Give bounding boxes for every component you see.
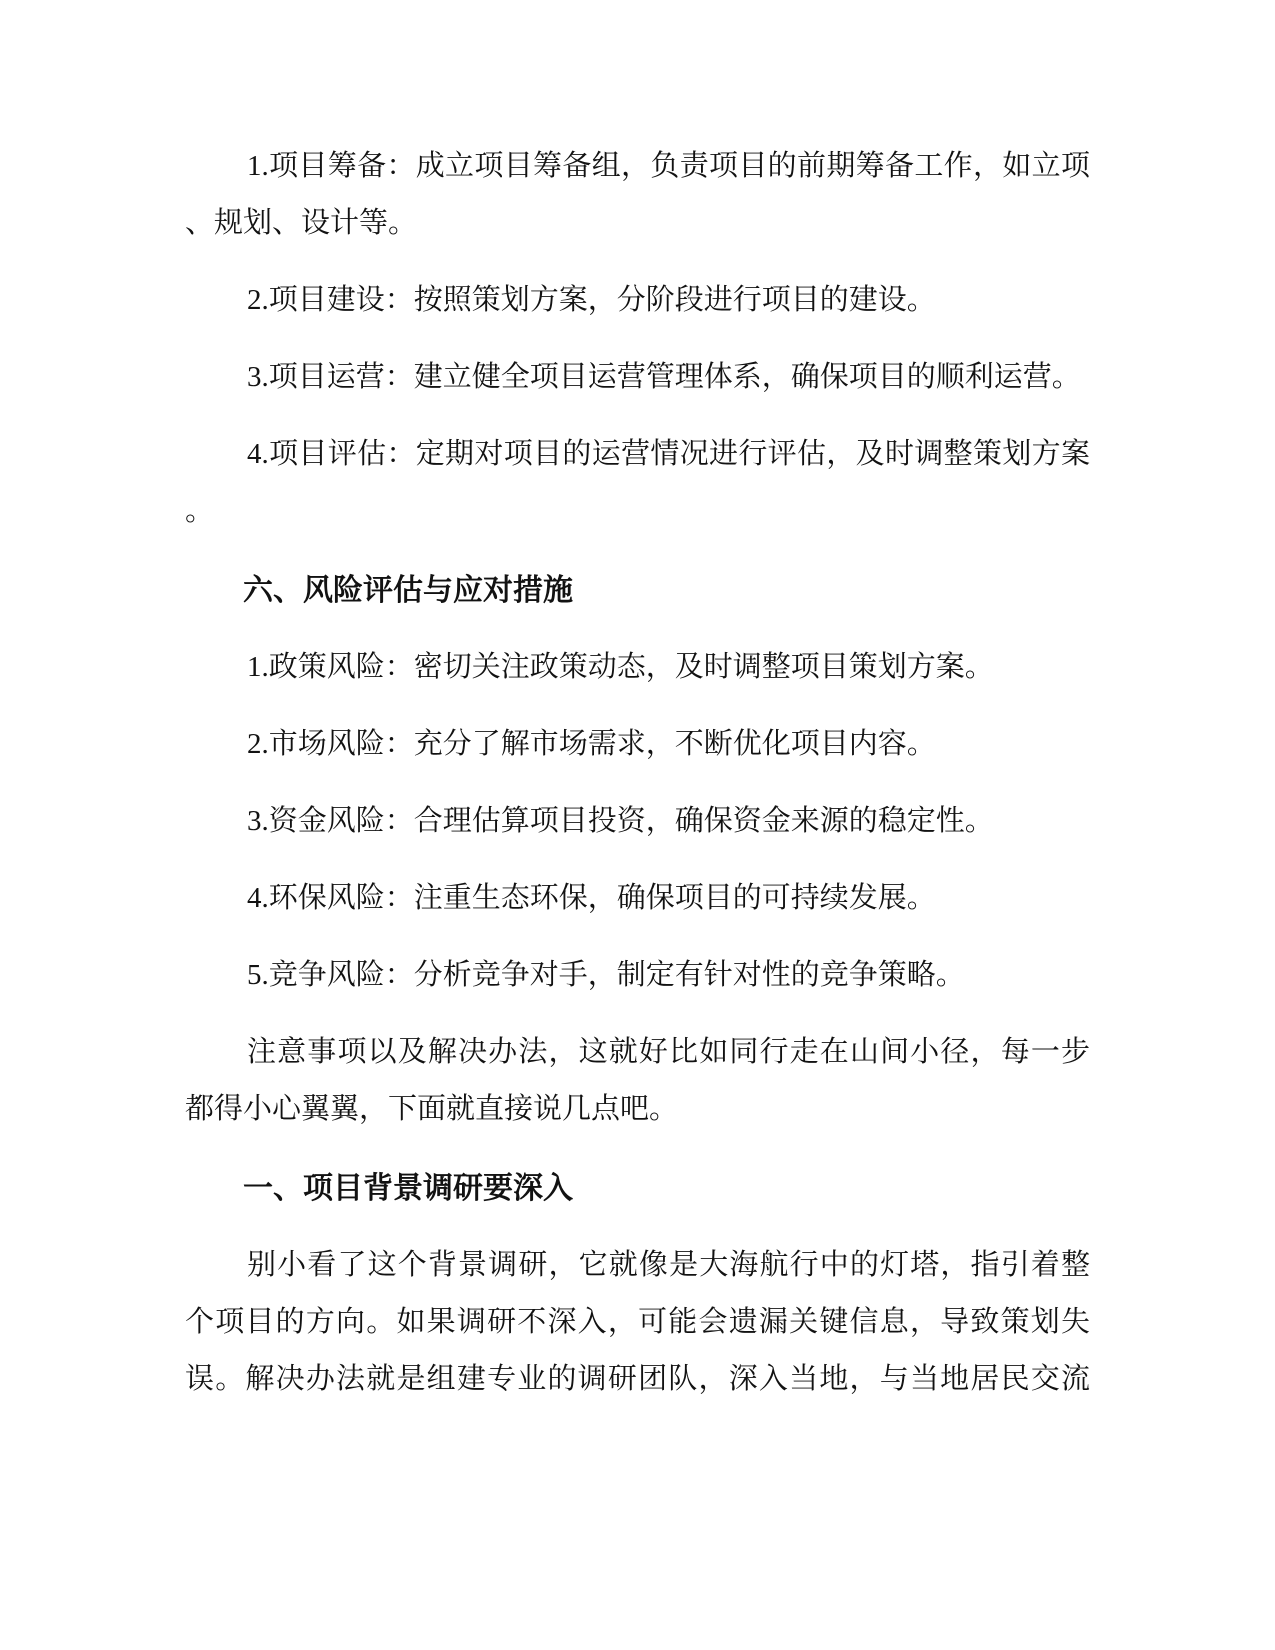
heading-background-research: 一、项目背景调研要深入 (243, 1172, 573, 1205)
paragraph-line: 注意事项以及解决办法，这就好比如同行走在山间小径，每一步 (247, 1036, 1090, 1068)
paragraph-line: 误。解决办法就是组建专业的调研团队，深入当地，与当地居民交流 (185, 1363, 1090, 1395)
paragraph-line: 4.项目评估：定期对项目的运营情况进行评估，及时调整策划方案 (247, 438, 1090, 470)
paragraph-line: 2.项目建设：按照策划方案，分阶段进行项目的建设。 (247, 284, 936, 316)
paragraph-line: 。 (185, 495, 215, 527)
paragraph-line: 2.市场风险：充分了解市场需求，不断优化项目内容。 (247, 728, 936, 760)
paragraph-line: 4.环保风险：注重生态环保，确保项目的可持续发展。 (247, 882, 936, 914)
paragraph-line: 1.政策风险：密切关注政策动态，及时调整项目策划方案。 (247, 651, 994, 683)
paragraph-line: 3.项目运营：建立健全项目运营管理体系，确保项目的顺利运营。 (247, 361, 1081, 393)
paragraph-line: 3.资金风险：合理估算项目投资，确保资金来源的稳定性。 (247, 805, 994, 837)
heading-risk-assessment: 六、风险评估与应对措施 (243, 574, 573, 607)
paragraph-line: 1.项目筹备：成立项目筹备组，负责项目的前期筹备工作，如立项 (247, 150, 1090, 182)
paragraph-line: 别小看了这个背景调研，它就像是大海航行中的灯塔，指引着整 (247, 1249, 1090, 1281)
document-body (185, 138, 1090, 1408)
paragraph-line: 都得小心翼翼，下面就直接说几点吧。 (185, 1093, 679, 1125)
paragraph-line: 5.竞争风险：分析竞争对手，制定有针对性的竞争策略。 (247, 959, 965, 991)
paragraph-line: 个项目的方向。如果调研不深入，可能会遗漏关键信息，导致策划失 (185, 1306, 1090, 1338)
paragraph-line: 、规划、设计等。 (185, 207, 418, 239)
